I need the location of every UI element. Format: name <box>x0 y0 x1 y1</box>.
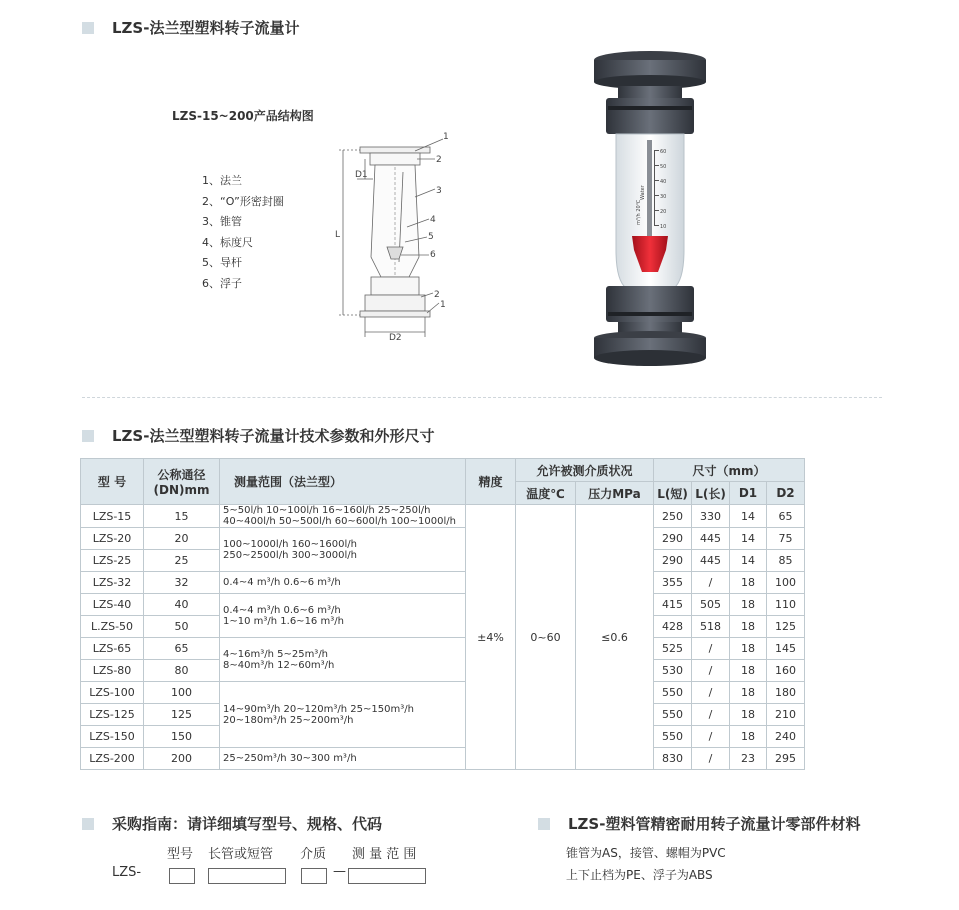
cell-range <box>220 682 466 748</box>
cell-d2: 180 <box>767 682 805 704</box>
cell-d1: 23 <box>730 748 767 770</box>
section-title-purchase <box>82 813 382 834</box>
cell-l-short: 550 <box>654 682 692 704</box>
part-item: 3、锥管 <box>202 215 242 228</box>
header-dn <box>144 459 220 505</box>
materials-list <box>566 842 726 886</box>
table-row <box>81 528 805 550</box>
cell-d1: 18 <box>730 572 767 594</box>
cell-l-long: / <box>692 726 730 748</box>
header-accuracy: 精度 <box>466 459 516 505</box>
range-line: 8~40m³/h 12~60m³/h <box>223 659 335 671</box>
range-line: 20~180m³/h 25~200m³/h <box>223 714 354 726</box>
range-line: 250~2500l/h 300~3000l/h <box>223 549 357 561</box>
cell-range <box>220 572 466 594</box>
cell-model: LZS-32 <box>81 572 144 594</box>
cell-model: LZS-20 <box>81 528 144 550</box>
medium-input-box[interactable] <box>301 868 327 884</box>
cell-l-long: 445 <box>692 528 730 550</box>
diagram-label: 2 <box>436 155 442 165</box>
diagram-label: 2 <box>434 290 440 300</box>
title-square-icon <box>82 430 94 442</box>
cell-dn: 80 <box>144 660 220 682</box>
part-item: 4、标度尺 <box>202 235 253 249</box>
cell-d2: 65 <box>767 505 805 528</box>
scale-tick: 40 <box>660 179 667 185</box>
diagram-label: 1 <box>443 132 449 142</box>
cell-l-short: 530 <box>654 660 692 682</box>
table-row <box>81 748 805 770</box>
diagram-label: 3 <box>436 186 442 196</box>
cell-dn: 50 <box>144 616 220 638</box>
cell-d1: 18 <box>730 704 767 726</box>
title-square-icon <box>82 818 94 830</box>
cell-model: LZS-65 <box>81 638 144 660</box>
cell-model: LZS-100 <box>81 682 144 704</box>
range-line: 40~400l/h 50~500l/h 60~600l/h 100~1000l/h <box>223 516 456 527</box>
cell-l-short: 290 <box>654 550 692 572</box>
cell-range <box>220 528 466 572</box>
header-l-short: L(短) <box>654 482 692 505</box>
label-range: 测 量 范 围 <box>352 847 417 862</box>
range-input-box[interactable] <box>348 868 426 884</box>
header-temp: 温度℃ <box>516 482 576 505</box>
cell-dn: 150 <box>144 726 220 748</box>
model-prefix: LZS- <box>112 865 142 880</box>
section-title-materials <box>538 813 860 834</box>
cell-dn: 15 <box>144 505 220 528</box>
cell-d1: 14 <box>730 550 767 572</box>
scale-tick: 60 <box>660 149 667 155</box>
spec-table <box>80 458 805 770</box>
parts-list <box>202 171 284 294</box>
cell-range <box>220 748 466 770</box>
model-input-box[interactable] <box>169 868 195 884</box>
material-item: 上下止档为PE、浮子为ABS <box>566 868 713 882</box>
table-row <box>81 594 805 616</box>
header-dn-line1: 公称通径 <box>157 468 206 482</box>
scale-tick: 50 <box>660 164 667 170</box>
cell-l-long: / <box>692 748 730 770</box>
structure-diagram <box>325 127 475 342</box>
part-item: 5、导杆 <box>202 256 242 269</box>
cell-dn: 125 <box>144 704 220 726</box>
cell-range <box>220 638 466 682</box>
cell-d2: 210 <box>767 704 805 726</box>
table-row <box>81 572 805 594</box>
cell-dn: 100 <box>144 682 220 704</box>
cell-d1: 18 <box>730 682 767 704</box>
diagram-label: D2 <box>389 333 402 342</box>
cell-dn: 25 <box>144 550 220 572</box>
cell-dn: 40 <box>144 594 220 616</box>
cell-d1: 18 <box>730 616 767 638</box>
cell-d2: 100 <box>767 572 805 594</box>
main-title-text: LZS-法兰型塑料转子流量计 <box>112 19 300 37</box>
scale-tick: 20 <box>660 209 667 215</box>
part-item: 1、法兰 <box>202 174 242 187</box>
title-square-icon <box>82 22 94 34</box>
range-line: 1~10 m³/h 1.6~16 m³/h <box>223 615 344 627</box>
cell-l-short: 415 <box>654 594 692 616</box>
diagram-label: L <box>335 230 341 240</box>
structure-title: LZS-15~200产品结构图 <box>172 109 314 123</box>
cell-l-short: 250 <box>654 505 692 528</box>
cell-model: LZS-200 <box>81 748 144 770</box>
cell-model: LZS-80 <box>81 660 144 682</box>
header-dn-line2: (DN)mm <box>153 483 210 497</box>
header-l-long: L(长) <box>692 482 730 505</box>
cell-d2: 160 <box>767 660 805 682</box>
cell-d1: 18 <box>730 660 767 682</box>
cell-l-long: / <box>692 704 730 726</box>
table-row <box>81 638 805 660</box>
table-row <box>81 682 805 704</box>
range-line: 4~16m³/h 5~25m³/h <box>223 648 329 660</box>
range-line: 100~1000l/h 160~1600l/h <box>223 538 357 550</box>
cell-model: LZS-25 <box>81 550 144 572</box>
header-medium: 允许被测介质状况 <box>516 459 654 482</box>
cell-l-long: 330 <box>692 505 730 528</box>
cell-range <box>220 594 466 638</box>
range-line: 0.4~4 m³/h 0.6~6 m³/h <box>223 577 341 588</box>
purchase-title-text: 采购指南：请详细填写型号、规格、代码 <box>112 815 383 833</box>
label-tube-length: 长管或短管 <box>208 847 274 862</box>
cell-l-short: 830 <box>654 748 692 770</box>
diagram-label: D1 <box>355 170 368 180</box>
section-title-table <box>82 425 434 446</box>
header-d2: D2 <box>767 482 805 505</box>
range-dash: — <box>333 864 346 879</box>
materials-title-text: LZS-塑料管精密耐用转子流量计零部件材料 <box>568 815 861 833</box>
header-range: 测量范围（法兰型） <box>220 459 466 505</box>
header-pressure: 压力MPa <box>576 482 654 505</box>
cell-accuracy: ±4% <box>466 505 516 770</box>
header-model: 型 号 <box>81 459 144 505</box>
range-line: 0.4~4 m³/h 0.6~6 m³/h <box>223 604 341 616</box>
cell-dn: 200 <box>144 748 220 770</box>
cell-d1: 18 <box>730 594 767 616</box>
cell-d1: 14 <box>730 505 767 528</box>
cell-d2: 75 <box>767 528 805 550</box>
title-square-icon <box>538 818 550 830</box>
scale-unit-label: m³/h 20℃ <box>636 199 642 225</box>
cell-l-short: 525 <box>654 638 692 660</box>
cell-model: LZS-40 <box>81 594 144 616</box>
cell-model: LZS-125 <box>81 704 144 726</box>
product-photo <box>588 50 713 370</box>
cell-range <box>220 505 466 528</box>
range-line: 25~250m³/h 30~300 m³/h <box>223 753 357 764</box>
diagram-label: 1 <box>440 300 446 310</box>
cell-d2: 240 <box>767 726 805 748</box>
cell-l-short: 355 <box>654 572 692 594</box>
part-item: 6、浮子 <box>202 276 242 290</box>
cell-l-short: 550 <box>654 704 692 726</box>
cell-pressure: ≤0.6 <box>576 505 654 770</box>
diagram-label: 5 <box>428 232 434 242</box>
cell-l-long: / <box>692 682 730 704</box>
label-model: 型号 <box>167 847 194 862</box>
cell-model: LZS-15 <box>81 505 144 528</box>
cell-l-long: / <box>692 638 730 660</box>
cell-dn: 65 <box>144 638 220 660</box>
cell-l-short: 428 <box>654 616 692 638</box>
cell-model: L.ZS-50 <box>81 616 144 638</box>
header-d1: D1 <box>730 482 767 505</box>
section-title-main <box>82 17 299 38</box>
table-title-text: LZS-法兰型塑料转子流量计技术参数和外形尺寸 <box>112 427 435 445</box>
cell-l-short: 550 <box>654 726 692 748</box>
cell-d2: 145 <box>767 638 805 660</box>
part-item: 2、“O”形密封圈 <box>202 194 284 208</box>
material-item: 锥管为AS，接管、螺帽为PVC <box>566 846 726 860</box>
cell-model: LZS-150 <box>81 726 144 748</box>
section-divider <box>82 397 882 398</box>
diagram-label: 4 <box>430 215 436 225</box>
cell-l-long: 518 <box>692 616 730 638</box>
cell-d2: 85 <box>767 550 805 572</box>
cell-d1: 14 <box>730 528 767 550</box>
range-line: 14~90m³/h 20~120m³/h 25~150m³/h <box>223 703 414 715</box>
cell-d2: 295 <box>767 748 805 770</box>
diagram-label: 6 <box>430 250 436 260</box>
header-size: 尺寸（mm） <box>654 459 805 482</box>
cell-l-short: 290 <box>654 528 692 550</box>
cell-dn: 32 <box>144 572 220 594</box>
cell-d2: 110 <box>767 594 805 616</box>
cell-temp: 0~60 <box>516 505 576 770</box>
table-row <box>81 505 805 528</box>
cell-l-long: 445 <box>692 550 730 572</box>
cell-d2: 125 <box>767 616 805 638</box>
cell-d1: 18 <box>730 726 767 748</box>
cell-d1: 18 <box>730 638 767 660</box>
cell-dn: 20 <box>144 528 220 550</box>
scale-tick: 30 <box>660 194 667 200</box>
range-line: 5~50l/h 10~100l/h 16~160l/h 25~250l/h <box>223 505 431 516</box>
tube-length-input-box[interactable] <box>208 868 286 884</box>
cell-l-long: / <box>692 572 730 594</box>
scale-tick: 10 <box>660 224 667 230</box>
cell-l-long: / <box>692 660 730 682</box>
label-medium: 介质 <box>300 847 327 862</box>
cell-l-long: 505 <box>692 594 730 616</box>
scale-water-label: Water <box>640 185 646 200</box>
